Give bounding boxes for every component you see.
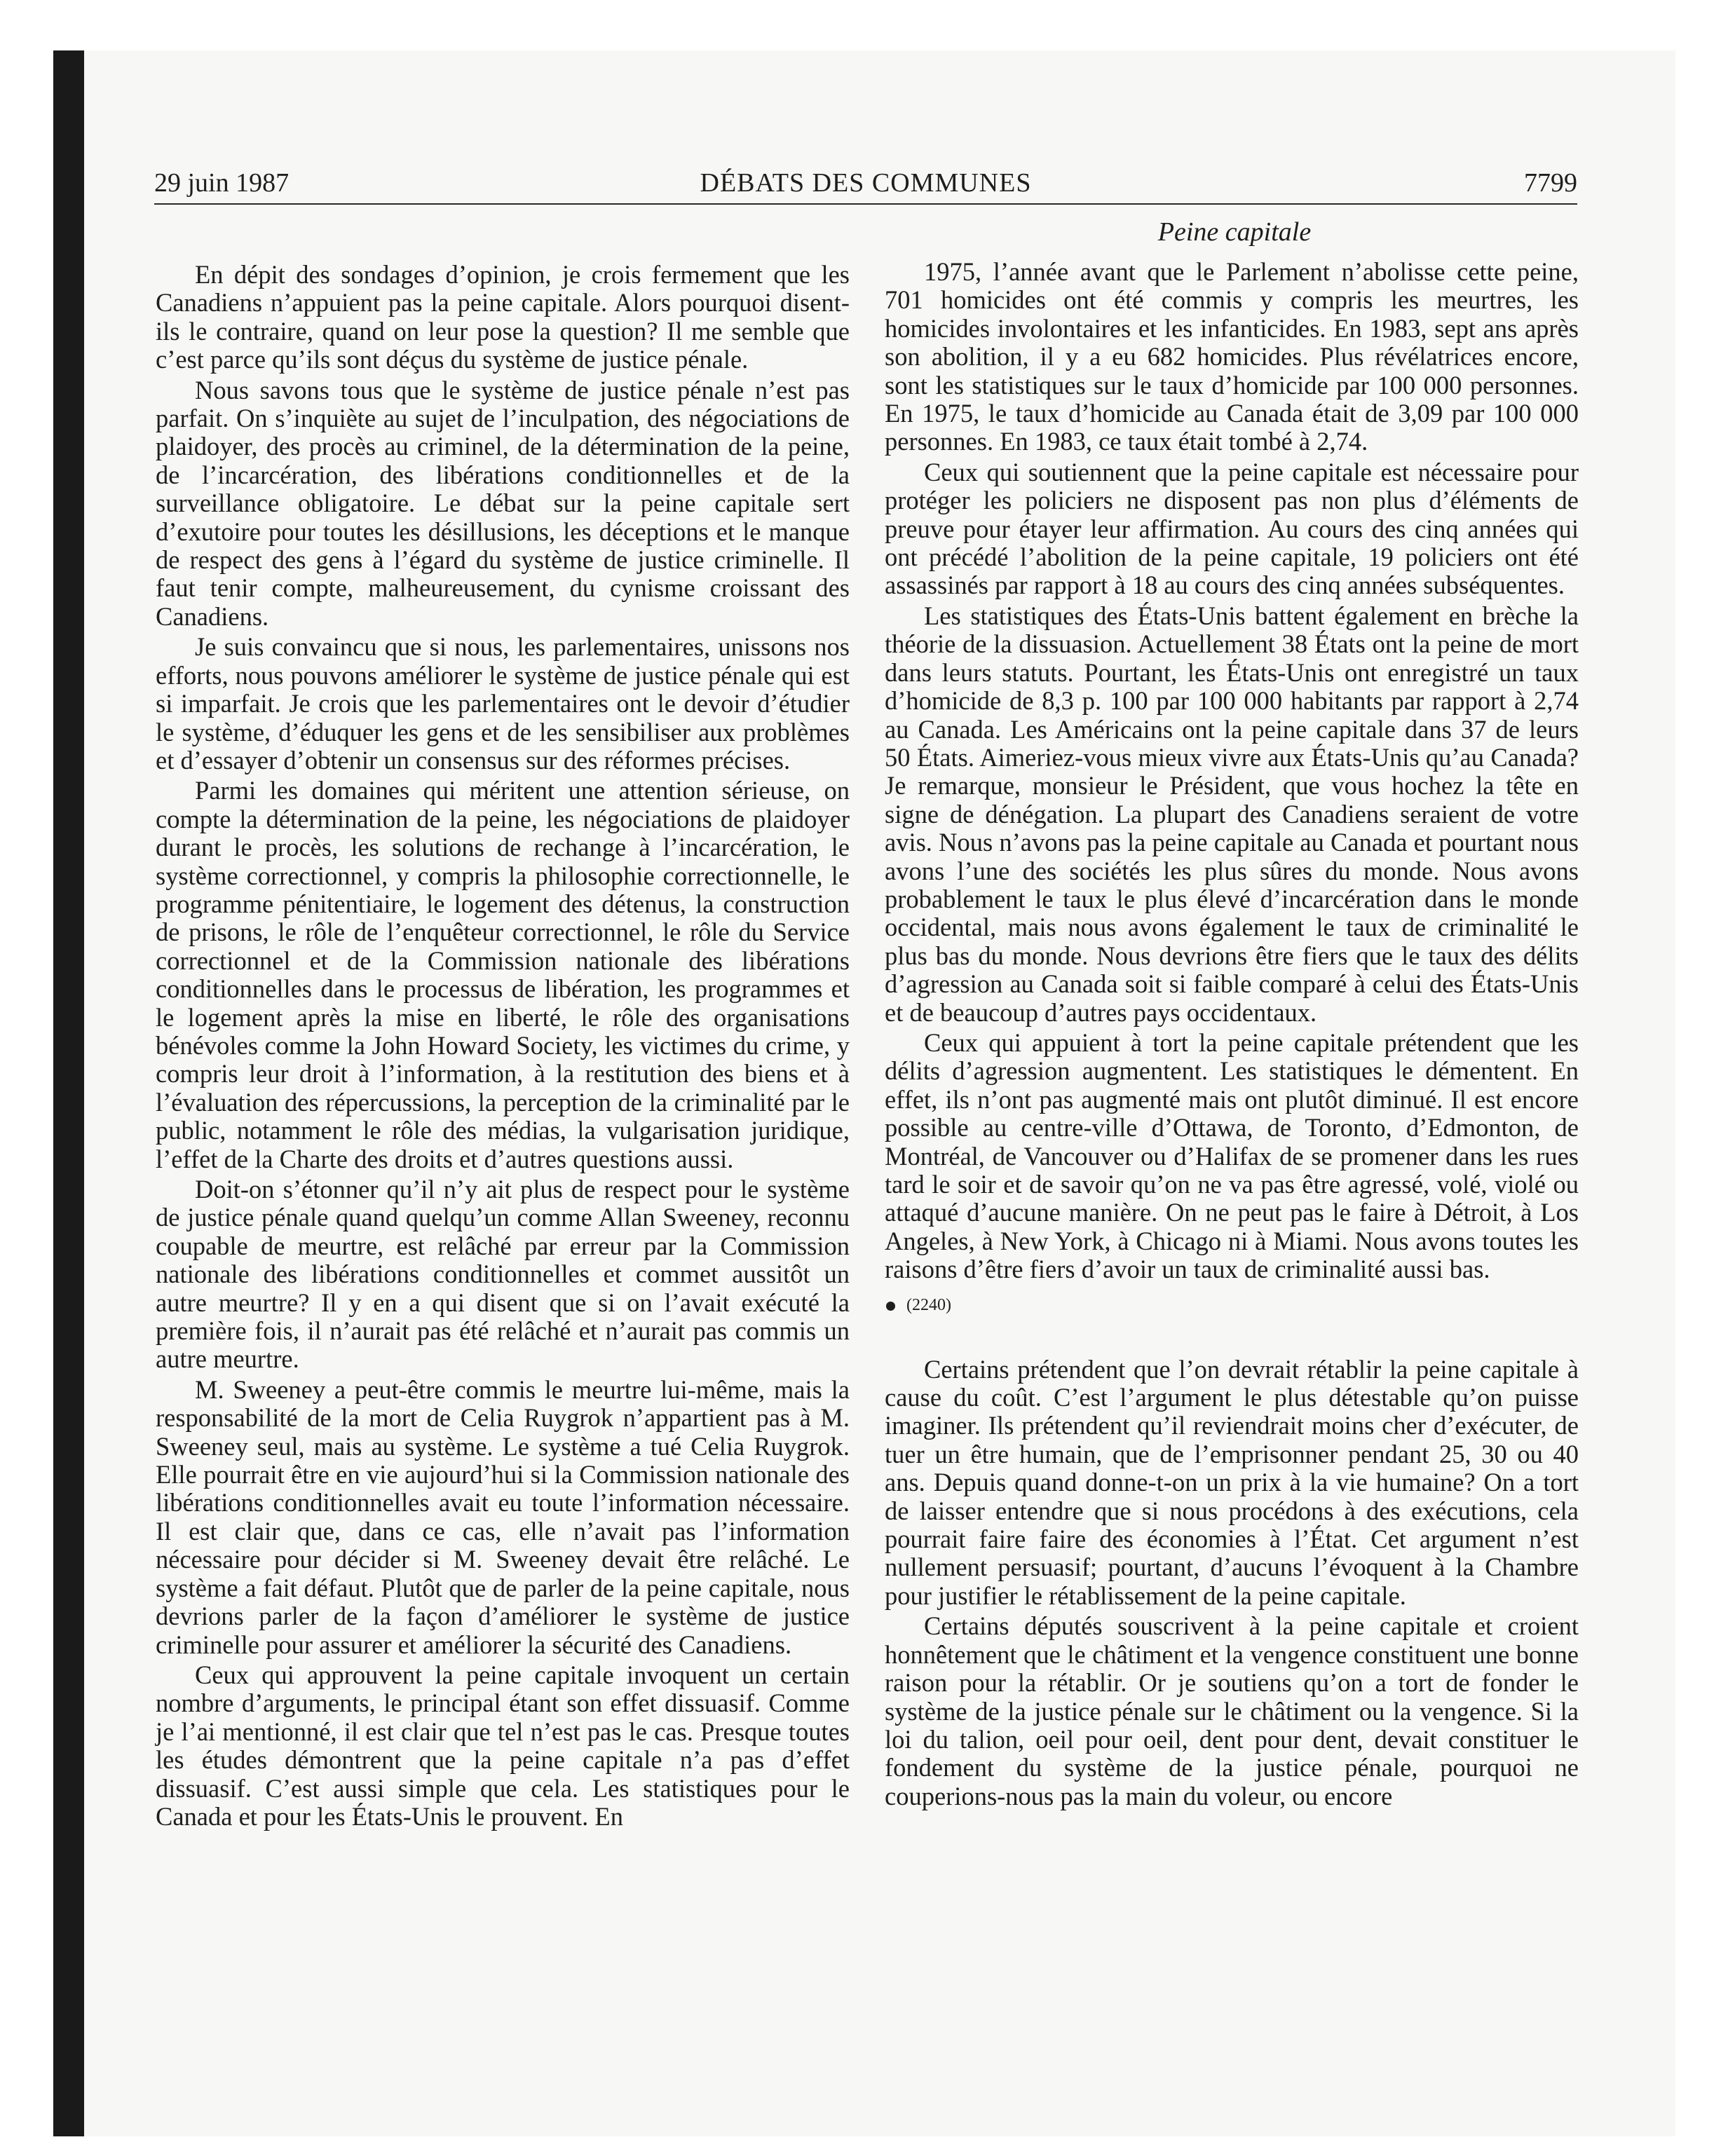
topic-heading: Peine capitale — [1157, 217, 1312, 247]
paragraph: Ceux qui soutiennent que la peine capitale est nécessaire pour protéger les policiers ne disposent pas non plus d’éléments de preuve pour étayer leur affirmation. Au cours des cinq années qui ont précédé l’abolition de la peine capitale, 19 policiers ont été assassinés par rapport à 18 au cours des cinq années subséquentes. — [885, 457, 1579, 600]
scan-margin — [0, 0, 53, 2156]
paragraph: Ceux qui approuvent la peine capitale invoquent un certain nombre d’arguments, le principal étant son effet dissuasif. Comme je l’ai mentionné, il est clair que tel n’est pas le cas. Presque toutes les études démontrent que la peine capitale n’a pas d’effet dissuasif. C’est aussi simple que cela. Les statistiques pour le Canada et pour les États-Unis le prouvent. En — [156, 1660, 850, 1831]
paragraph: M. Sweeney a peut-être commis le meurtre lui-même, mais la responsabilité de la mort de Celia Ruygrok n’appartient pas à M. Sweeney seul, mais au système. Le système a tué Celia Ruygrok. Elle pourrait être en vie aujourd’hui si la Commission nationale des libérations conditionnelles avait eu toute l’information nécessaire. Il est clair que, dans ce cas, elle n’avait pas l’information nécessaire pour décider si M. Sweeney devait être relâché. Le système a fait défaut. Plutôt que de parler de la peine capitale, nous devrions parler de la façon d’améliorer le système de justice criminelle pour assurer et améliorer la sécurité des Canadiens. — [156, 1374, 850, 1659]
bullet-dot-icon — [886, 1302, 895, 1311]
paragraph: Les statistiques des États-Unis battent également en brèche la théorie de la dissuasion. Actuellement 38 États ont la peine de mort dans leurs statuts. Pourtant, les États-Unis ont enregistré un taux d’homicide de 8,3 p. 100 par 100 000 habitants par rapport à 2,74 au Canada. Les Américains ont la peine capitale dans 37 de leurs 50 États. Aimeriez-vous mieux vivre aux États-Unis qu’au Canada? Je remarque, monsieur le Président, que vous hochez la tête en signe de dénégation. La plupart des Canadiens seraient de votre avis. Nous n’avons pas la peine capitale au Canada et pourtant nous avons l’une des sociétés les plus sûres du monde. Nous avons probablement le taux le plus élevé d’incarcération dans le monde occidental, mais nous avons également le taux de criminalité le plus bas du monde. Nous devrions être fiers que le taux des délits d’agression au Canada soit si faible comparé à celui des États-Unis et de beaucoup d’autres pays occidentaux. — [885, 601, 1579, 1027]
paragraph: Certains députés souscrivent à la peine capitale et croient honnêtement que le châtiment et la vengence constituent une bonne raison pour la rétablir. Or je soutiens qu’on a tort de fonder le système de la justice pénale sur le châtiment ou la vengence. Si la loi du talion, oeil pour oeil, dent pour dent, devait constituer le fondement du système de la justice pénale, pourquoi ne couperions-nous pas la main du voleur, ou encore — [885, 1611, 1579, 1810]
page-number: 7799 — [1524, 168, 1577, 198]
header-title: DÉBATS DES COMMUNES — [700, 168, 1032, 198]
paragraph: En dépit des sondages d’opinion, je crois fermement que les Canadiens n’appuient pas la peine capitale. Alors pourquoi disent-ils le contraire, quand on leur pose la question? Il me semble que c’est parce qu’ils sont déçus du système de justice pénale. — [156, 260, 850, 374]
time-marker-label: (2240) — [906, 1295, 951, 1314]
paragraph: Je suis convaincu que si nous, les parlementaires, unissons nos efforts, nous pouvons améliorer le système de justice pénale qui est si imparfait. Je crois que les parlementaires ont le devoir d’étudier le système, d’éduquer les gens et de les sensibiliser aux problèmes et d’essayer d’obtenir un consensus sur des réformes précises. — [156, 632, 850, 775]
header-date: 29 juin 1987 — [154, 168, 290, 198]
scan-binding-shadow — [53, 50, 84, 2136]
paragraph: Ceux qui appuient à tort la peine capitale prétendent que les délits d’agression augmentent. Les statistiques le démentent. En effet, ils n’ont pas augmenté mais ont plutôt diminué. Il est encore possible au centre-ville d’Ottawa, de Toronto, d’Edmonton, de Montréal, de Vancouver ou d’Halifax de se promener dans les rues tard le soir et de savoir qu’on ne va pas être agressé, volé, violé ou attaqué d’aucune manière. On ne peut pas le faire à Détroit, à Los Angeles, à New York, à Chicago ni à Miami. Nous avons toutes les raisons d’être fiers d’avoir un taux de criminalité aussi bas. — [885, 1028, 1579, 1284]
paragraph: Certains prétendent que l’on devrait rétablir la peine capitale à cause du coût. C’est l’argument le plus détestable qu’on puisse imaginer. Ils prétendent qu’il reviendrait moins cher d’exécuter, de tuer un être humain, que de l’emprisonner pendant 25, 30 ou 40 ans. Depuis quand donne-t-on un prix à la vie humaine? On a tort de laisser entendre que si nous procédons à des exécutions, cela pourrait faire faire des économies à l’État. Cet argument n’est nullement persuasif; pourtant, d’aucuns l’évoquent à la Chambre pour justifier le rétablissement de la peine capitale. — [885, 1354, 1579, 1610]
paragraph: Nous savons tous que le système de justice pénale n’est pas parfait. On s’inquiète au sujet de l’inculpation, des négociations de plaidoyer, des procès au criminel, de la détermination de la peine, de l’incarcération, des libérations conditionnelles et de la surveillance obligatoire. Le débat sur la peine capitale sert d’exutoire pour toutes les désillusions, les déceptions et le manque de respect des gens à l’égard du système de justice criminelle. Il faut tenir compte, malheureusement, du cynisme croissant des Canadiens. — [156, 375, 850, 631]
scan-margin-bottom — [53, 2136, 1735, 2156]
paragraph: Parmi les domaines qui méritent une attention sérieuse, on compte la détermination de la peine, les négociations de plaidoyer durant le procès, les solutions de rechange à l’incarcération, le système correctionnel, y compris la philosophie correctionnelle, le programme pénitentiaire, le logement des détenus, la construction de prisons, le rôle de l’enquêteur correctionnel, le rôle du Service correctionnel et de la Commission nationale des libérations conditionnelles dans le processus de libération, les programmes et le logement après la mise en liberté, le rôle des organisations bénévoles comme la John Howard Society, les victimes du crime, y compris leur droit à l’information, à la restitution des biens et à l’évaluation des répercussions, la perception de la criminalité par le public, notamment le rôle des médias, la vulgarisation juridique, l’effet de la Charte des droits et d’autres questions aussi. — [156, 776, 850, 1173]
left-column — [156, 261, 850, 1831]
header-rule — [154, 203, 1577, 205]
time-marker — [885, 1291, 1579, 1319]
paragraph: 1975, l’année avant que le Parlement n’abolisse cette peine, 701 homicides ont été commis y compris les meurtres, les homicides involontaires et les infanticides. En 1983, sept ans après son abolition, il y a eu 682 homicides. Plus révélatrices encore, sont les statistiques sur le taux d’homicide par 100 000 personnes. En 1975, le taux d’homicide au Canada était de 3,09 par 100 000 personnes. En 1983, ce taux était tombé à 2,74. — [885, 257, 1579, 456]
right-column — [885, 258, 1579, 1810]
page-header — [154, 165, 1577, 200]
paragraph: Doit-on s’étonner qu’il n’y ait plus de respect pour le système de justice pénale quand quelqu’un comme Allan Sweeney, reconnu coupable de meurtre, est relâché par erreur par la Commission nationale des libérations conditionnelles et commet aussitôt un autre meurtre? Il y en a qui disent que si on l’avait exécuté la première fois, il n’aurait pas été relâché et n’aurait pas commis un autre meurtre. — [156, 1175, 850, 1374]
